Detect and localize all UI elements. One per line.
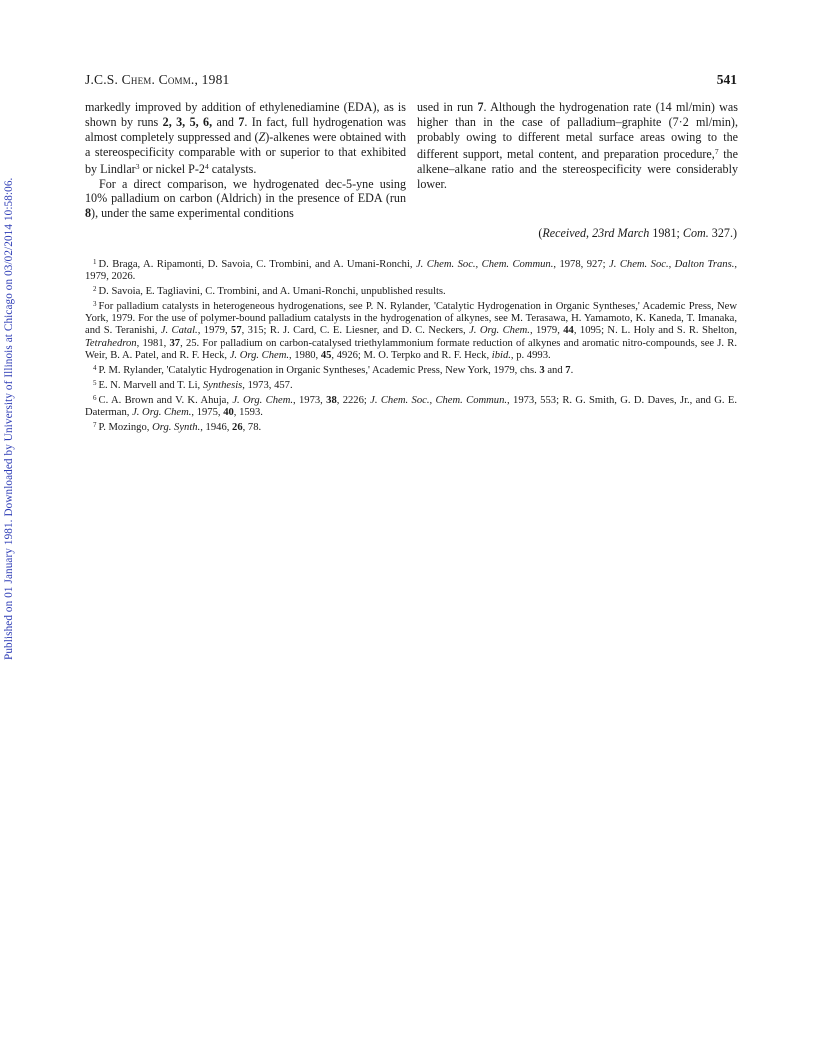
paragraph: used in run 7. Although the hydrogenation rate (14 ml/min) was higher than in the case of palladium–graphite (7·2 ml/min), probably owing to different metal surface areas owing to the different support, metal content, and preparation procedure,$^7$ the alkene–alkane ratio and the stereospecificity were considerably lower. bbox=[417, 100, 738, 191]
received-date: (Received, 23rd March 1981; Com. 327.) bbox=[538, 226, 737, 240]
running-header bbox=[85, 72, 737, 92]
journal-title: J.C.S. Chem. Comm., 1981 bbox=[85, 72, 230, 87]
reference-item: $^2$ D. Savoia, E. Tagliavini, C. Trombini, and A. Umani-Ronchi, unpublished results. bbox=[93, 285, 446, 298]
page-number: 541 bbox=[716, 72, 737, 87]
body-column-left bbox=[85, 100, 406, 221]
download-watermark bbox=[3, 177, 17, 660]
citation-ref: 3 bbox=[135, 161, 140, 171]
reference-item: $^7$ P. Mozingo, Org. Synth., 1946, 26, 78. bbox=[93, 421, 262, 434]
body-column-right bbox=[417, 100, 738, 191]
references-list bbox=[85, 256, 737, 434]
paragraph: For a direct comparison, we hydrogenated dec-5-yne using 10% palladium on carbon (Aldrich) in the presence of EDA (run 8), under the same experimental conditions bbox=[85, 176, 406, 221]
citation-ref: 4 bbox=[204, 161, 209, 171]
reference-item: $^6$ C. A. Brown and V. K. Ahuja, J. Org. Chem., 1973, 38, 2226; J. Chem. Soc., Chem. Commun., 1973, 553; R. G. Smith, G. D. Daves, Jr., and G. E. Daterman, J. Org. Chem., 1975, 40, 1593. bbox=[85, 393, 738, 419]
reference-item: $^3$ For palladium catalysts in heterogeneous hydrogenations, see P. N. Rylander, 'Catalytic Hydrogenation in Organic Syntheses,' Academic Press, New York, 1979. For the use of polymer-bound palladium catalysts in the hydrogenation of alkynes, see M. Terasawa, H. Yamamoto, K. Kaneda, T. Imanaka, and S. Teranishi, J. Catal., 1979, 57, 315; R. J. Card, C. E. Liesner, and D. C. Neckers, J. Org. Chem., 1979, 44, 1095; N. L. Holy and S. R. Shelton, Tetrahedron, 1981, 37, 25. For palladium on carbon-catalysed triethylammonium formate reduction of alkynes and aromatic nitro-compounds, see J. R. Weir, B. A. Patel, and R. F. Heck, J. Org. Chem., 1980, 45, 4926; M. O. Terpko and R. F. Heck, ibid., p. 4993. bbox=[85, 300, 737, 361]
reference-item: $^1$ D. Braga, A. Ripamonti, D. Savoia, C. Trombini, and A. Umani-Ronchi, J. Chem. Soc., Chem. Commun., 1978, 927; J. Chem. Soc., Dalton Trans., 1979, 2026. bbox=[85, 258, 738, 283]
paragraph: markedly improved by addition of ethylenediamine (EDA), as is shown by runs 2, 3, 5, 6, and 7. In fact, full hydrogenation was almost completely suppressed and (Z)-alkenes were obtained with a stereospecificity comparable with or superior to that exhibited by Lindlar$^3$ or nickel $P-2^4$ catalysts. bbox=[85, 100, 406, 176]
download-watermark-text: Published on 01 January 1981. Downloaded by University of Illinois at Chicago on 03/02/2014 10:58:06. bbox=[3, 177, 15, 660]
reference-item: $^5$ E. N. Marvell and T. Li, Synthesis, 1973, 457. bbox=[93, 378, 293, 391]
reference-item: $^4$ P. M. Rylander, 'Catalytic Hydrogenation in Organic Syntheses,' Academic Press, New York, 1979, chs. 3 and 7. bbox=[93, 363, 574, 376]
citation-ref: 7 bbox=[714, 146, 719, 156]
